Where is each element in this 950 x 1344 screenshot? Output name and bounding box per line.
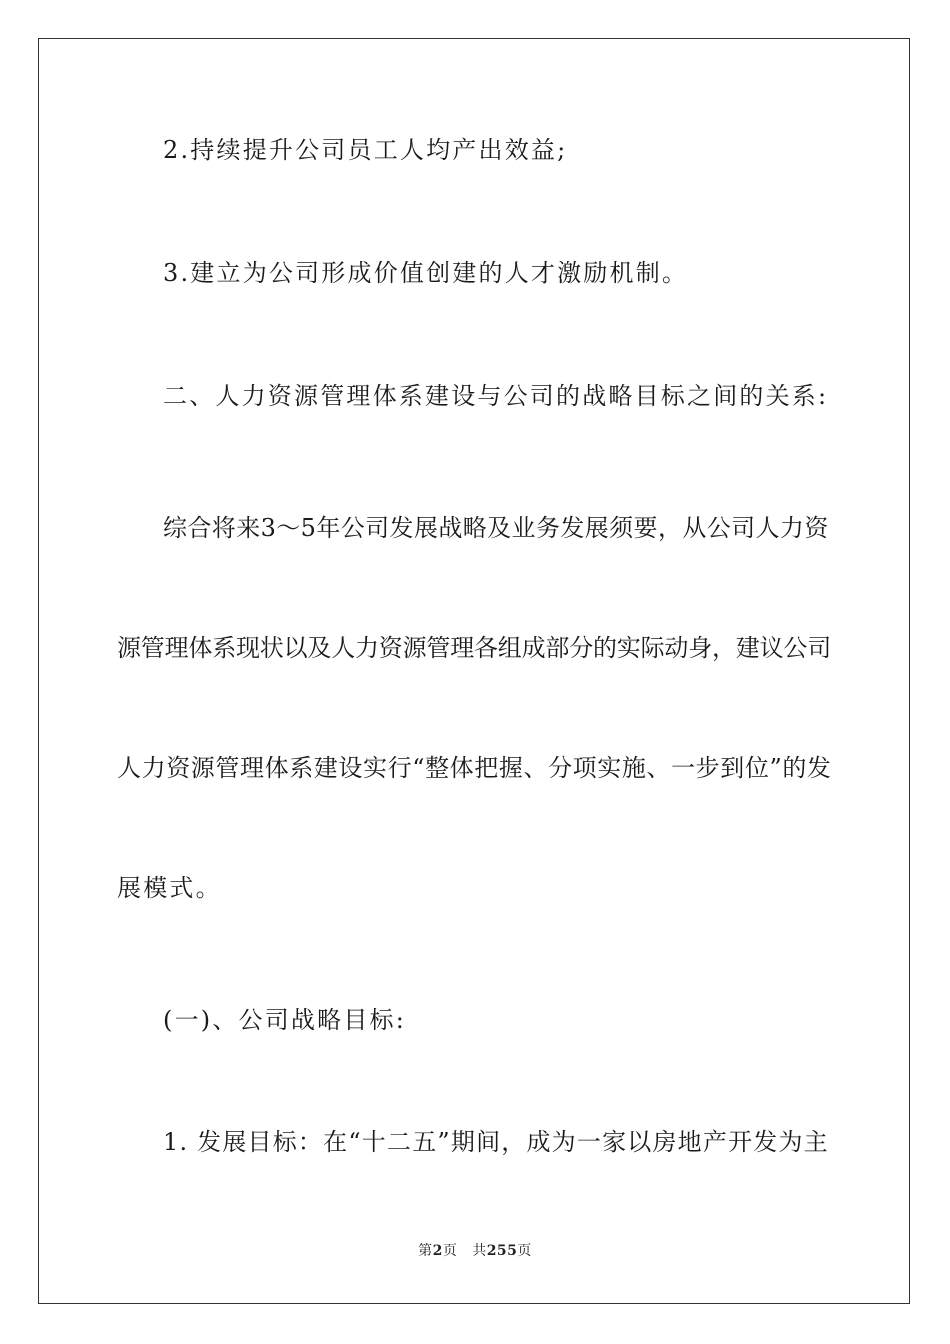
footer-total-pages: 255 xyxy=(486,1243,518,1259)
footer-total-suffix: 页 xyxy=(517,1243,532,1259)
paragraph-line-1: 综合将来3～5年公司发展战略及业务发展须要，从公司人力资 xyxy=(163,514,829,542)
footer-page-number: 2 xyxy=(432,1243,443,1259)
page-border xyxy=(38,38,910,1304)
list-item-2: 2.持续提升公司员工人均产出效益; xyxy=(163,136,568,164)
footer-total-prefix: 共 xyxy=(472,1243,487,1259)
paragraph-line-2: 源管理体系现状以及人力资源管理各组成部分的实际动身，建议公司 xyxy=(117,634,831,662)
goal-item-1: 1. 发展目标：在“十二五”期间，成为一家以房地产开发为主 xyxy=(163,1128,829,1156)
page-footer xyxy=(0,1240,950,1260)
paragraph-line-4: 展模式。 xyxy=(117,874,222,902)
footer-page-suffix: 页 xyxy=(442,1243,458,1259)
footer-page-prefix: 第 xyxy=(418,1243,433,1259)
list-item-3: 3.建立为公司形成价值创建的人才激励机制。 xyxy=(163,259,689,287)
subsection-heading-1: (一)、公司战略目标: xyxy=(163,1006,407,1034)
section-heading-2: 二、人力资源管理体系建设与公司的战略目标之间的关系: xyxy=(163,382,829,410)
paragraph-line-3: 人力资源管理体系建设实行“整体把握、分项实施、一步到位”的发 xyxy=(117,754,832,782)
